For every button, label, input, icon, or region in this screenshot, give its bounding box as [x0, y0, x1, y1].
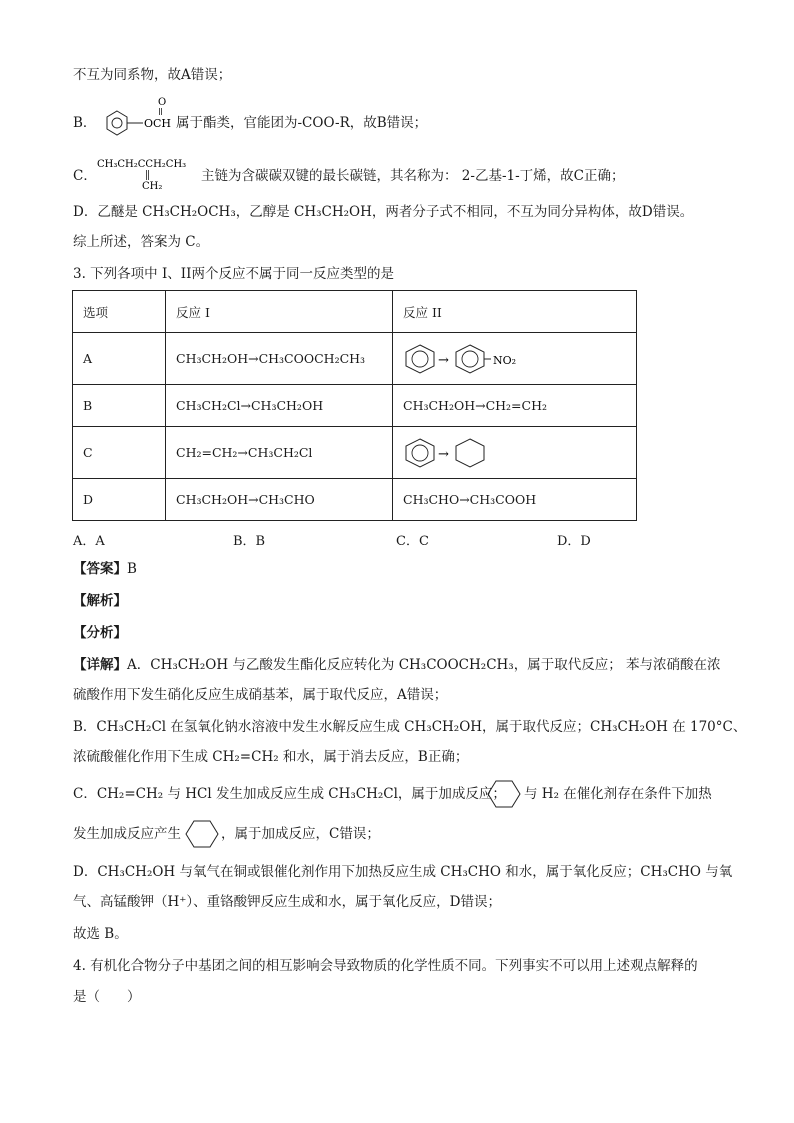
choice-a: A．A — [73, 534, 105, 549]
reaction-arrow: → — [438, 446, 449, 462]
table-cell-reaction-1: CH₃CH₂OH→CH₃CHO — [166, 479, 393, 521]
answer-label: 【答案】 — [73, 561, 127, 577]
detail-d-line-2: 气、高锰酸钾（H⁺）、重铬酸钾反应生成和水，属于氧化反应，D错误； — [73, 894, 501, 910]
och-group: OCH — [144, 117, 172, 130]
detail-a-line-2: 硫酸作用下发生硝化反应生成硝基苯，属于取代反应，A错误； — [73, 687, 448, 703]
q4-stem-line-2: 是（ ） — [73, 989, 141, 1005]
option-c-label: C． — [73, 168, 97, 184]
detail-b-line-2: 浓硫酸催化作用下生成 CH₂=CH₂ 和水，属于消去反应，B正确； — [73, 749, 469, 765]
answer-value: B — [127, 561, 137, 577]
choice-c: C．C — [396, 534, 429, 549]
q2-line-d: D．乙醚是 CH₃CH₂OCH₃，乙醇是 CH₃CH₂OH，两者分子式不相同，不互为同分异构体，故D错误。 — [73, 204, 694, 220]
alkene-structure — [95, 155, 201, 195]
analysis-label: 【解析】 — [73, 593, 127, 609]
table-row — [73, 333, 637, 385]
table-header-row — [73, 291, 637, 333]
detail-c-text-1: C．CH₂=CH₂ 与 HCl 发生加成反应生成 CH₃CH₂Cl，属于加成反应； — [73, 786, 506, 802]
fenxi-label: 【分析】 — [73, 625, 127, 641]
conclusion: 故选 B。 — [73, 926, 128, 942]
benzene-icon — [487, 780, 521, 808]
table-cell-reaction-1: CH₃CH₂OH→CH₃COOCH₂CH₃ — [166, 333, 393, 385]
option-b-text: 属于酯类，官能团为-COO-R，故B错误； — [176, 115, 428, 131]
table-cell-reaction-2 — [393, 427, 637, 479]
benzene-to-nitrobenzene — [403, 342, 533, 376]
table-row — [73, 479, 637, 521]
table-header: 反应 II — [393, 291, 637, 333]
table-cell-option: C — [73, 427, 166, 479]
reaction-arrow: → — [438, 352, 449, 368]
q3-stem: 3. 下列各项中 I、II两个反应不属于同一反应类型的是 — [73, 266, 394, 282]
cyclohexane-icon — [185, 820, 219, 848]
q2-line-a: 不互为同系物，故A错误； — [73, 67, 232, 83]
nitro-group-label: NO₂ — [493, 353, 517, 367]
carbonyl-oxygen: O — [158, 97, 167, 108]
table-cell-option: A — [73, 333, 166, 385]
detail-a-line-1 — [73, 656, 721, 674]
table-row — [73, 385, 637, 427]
table-cell-reaction-2 — [393, 333, 637, 385]
table-cell-reaction-1: CH₃CH₂Cl→CH₃CH₂OH — [166, 385, 393, 427]
table-cell-reaction-1: CH₂=CH₂→CH₃CH₂Cl — [166, 427, 393, 479]
table-header: 反应 I — [166, 291, 393, 333]
choice-d: D．D — [557, 534, 591, 549]
branch-text: CH₂ — [142, 181, 163, 192]
table-row — [73, 427, 637, 479]
table-header: 选项 — [73, 291, 166, 333]
answer-line — [73, 560, 137, 578]
table-cell-reaction-2: CH₃CHO→CH₃COOH — [393, 479, 637, 521]
reaction-table — [72, 290, 637, 521]
detail-c-text-4: ，属于加成反应，C错误； — [221, 826, 380, 842]
detail-d-line-1: D．CH₃CH₂OH 与氧气在铜或银催化剂作用下加热反应生成 CH₃CHO 和水，属于氧化反应；CH₃CHO 与氧 — [73, 864, 733, 880]
detail-b-line-1: B．CH₃CH₂Cl 在氢氧化钠水溶液中发生水解反应生成 CH₃CH₂OH，属于取代反应；CH₃CH₂OH 在 170°C、 — [73, 719, 747, 735]
option-b-label: B． — [73, 115, 97, 131]
main-chain-text: CH₃CH₂CCH₂CH₃ — [97, 159, 187, 170]
option-c-text: 主链为含碳碳双键的最长碳链，其名称为： 2-乙基-1-丁烯，故C正确； — [201, 168, 625, 184]
table-cell-option: D — [73, 479, 166, 521]
detail-a-text: A．CH₃CH₂OH 与乙酸发生酯化反应转化为 CH₃COOCH₂CH₃，属于取代反应； 苯与浓硝酸在浓 — [127, 657, 721, 673]
choice-b: B．B — [233, 534, 266, 549]
table-cell-option: B — [73, 385, 166, 427]
detail-c-text-3: 发生加成反应产生 — [73, 826, 181, 842]
q2-summary: 综上所述，答案为 C。 — [73, 234, 210, 250]
table-cell-reaction-2: CH₃CH₂OH→CH₂=CH₂ — [393, 385, 637, 427]
detail-label: 【详解】 — [73, 657, 127, 673]
q4-stem-line-1: 4. 有机化合物分子中基团之间的相互影响会导致物质的化学性质不同。下列事实不可以用上述观点解释的 — [73, 958, 698, 974]
benzene-to-cyclohexane — [403, 436, 493, 470]
detail-c-text-2: 与 H₂ 在催化剂存在条件下加热 — [524, 786, 712, 802]
